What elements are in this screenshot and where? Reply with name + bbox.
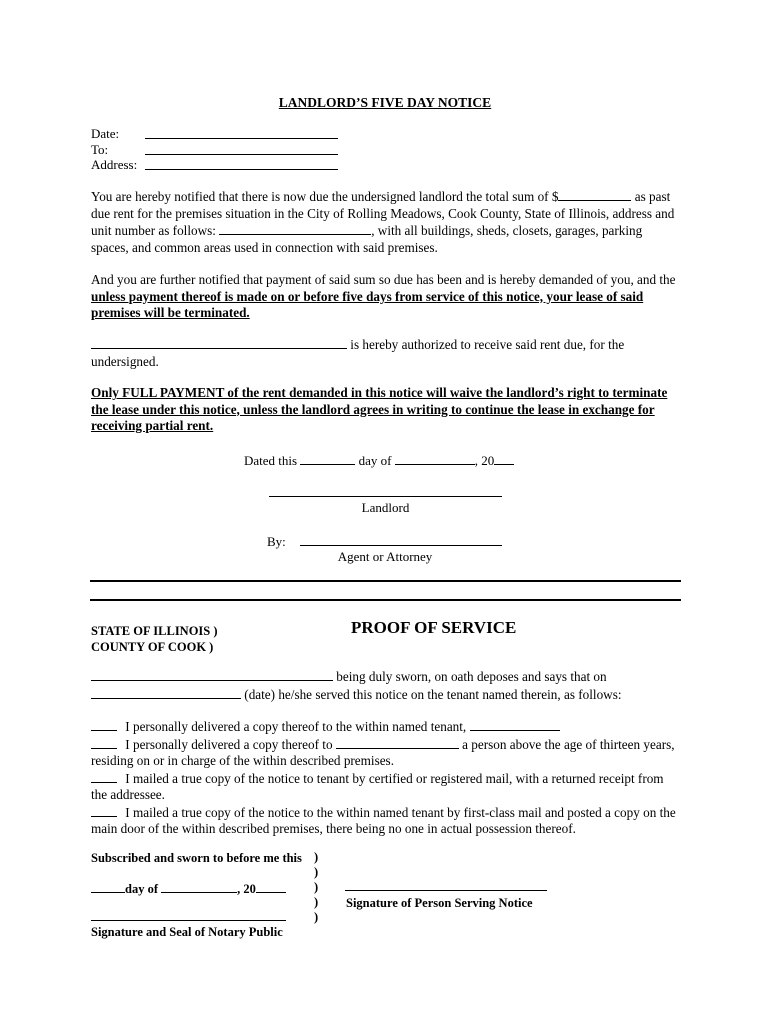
- agent-signature-line[interactable]: [300, 533, 502, 546]
- notice-paragraph-authorized: [91, 336, 681, 370]
- notary-day-text-2: , 20: [237, 882, 256, 896]
- notice-paragraph-amount: [91, 188, 681, 256]
- service-item-1-checkline[interactable]: [91, 718, 117, 731]
- service-item-3-text: I mailed a true copy of the notice to tenant by certified or registered mail, with a returned receipt from the addressee.: [91, 770, 664, 802]
- server-signature-line[interactable]: [345, 878, 547, 891]
- subscribed-text: Subscribed and sworn to before me this: [91, 851, 302, 865]
- paren-4: ): [314, 895, 319, 909]
- service-item-4: [91, 804, 681, 838]
- service-item-1: [91, 718, 681, 736]
- sworn-text-1: being duly sworn, on oath deposes and says that on: [333, 669, 607, 684]
- dated-month-field[interactable]: [395, 452, 475, 465]
- amount-field[interactable]: [558, 188, 631, 201]
- notary-month-field[interactable]: [161, 880, 237, 893]
- to-label: To:: [91, 142, 109, 157]
- server-name-field[interactable]: [91, 668, 333, 681]
- service-item-3: [91, 770, 681, 804]
- dated-year-field[interactable]: [494, 452, 514, 465]
- para1-text-1: You are hereby notified that there is now due the undersigned landlord the total sum of $: [91, 189, 559, 204]
- by-label: By:: [267, 534, 286, 549]
- notary-date-line: [91, 880, 286, 897]
- divider-rule-bottom: [90, 599, 681, 601]
- state-line: STATE OF ILLINOIS ): [91, 624, 218, 638]
- para1-text-2: as past due rent for the premises situation in the City of Rolling Meadows, Cook County, State of Illinois, address and unit number as follows:: [91, 189, 675, 238]
- termination-warning: unless payment thereof is made on or before five days from service of this notice, your lease of said premises will be terminated.: [91, 288, 644, 320]
- paren-5: ): [314, 910, 319, 924]
- tenant-name-field[interactable]: [470, 718, 560, 731]
- agent-label: Agent or Attorney: [337, 549, 433, 564]
- unit-address-field[interactable]: [219, 222, 371, 235]
- notary-signature-line[interactable]: [91, 908, 286, 921]
- date-label: Date:: [91, 126, 120, 141]
- authorized-person-field[interactable]: [91, 336, 347, 349]
- notary-day-field[interactable]: [91, 880, 125, 893]
- service-item-2: [91, 736, 681, 770]
- dated-text-2: day of: [355, 453, 395, 468]
- proof-of-service-title: PROOF OF SERVICE: [351, 618, 517, 637]
- notary-year-field[interactable]: [256, 880, 286, 893]
- notary-day-text-1: day of: [125, 882, 162, 896]
- service-item-2-text-1: I personally delivered a copy thereof to: [122, 736, 336, 752]
- full-payment-notice: Only FULL PAYMENT of the rent demanded in this notice will waive the landlord’s right to terminate the lease under this notice, unless the landlord agrees in writing to continue the lease in exchange for receiving partial rent.: [91, 385, 668, 433]
- sworn-statement: [91, 668, 681, 703]
- notary-signature-label: Signature and Seal of Notary Public: [91, 925, 283, 939]
- notice-paragraph-demand: [91, 272, 681, 322]
- county-line: COUNTY OF COOK ): [91, 640, 214, 654]
- paren-1: ): [314, 850, 319, 864]
- server-signature-label: Signature of Person Serving Notice: [346, 896, 533, 910]
- to-field[interactable]: [145, 142, 338, 155]
- service-item-4-checkline[interactable]: [91, 804, 117, 817]
- service-item-2-checkline[interactable]: [91, 736, 117, 749]
- paren-3: ): [314, 880, 319, 894]
- divider-rule-top: [90, 580, 681, 582]
- document-title: LANDLORD’S FIVE DAY NOTICE: [278, 95, 492, 110]
- para1-text-3: , with all buildings, sheds, closets, garages, parking spaces, and common areas used in connection with said premises.: [91, 223, 643, 255]
- para3-text: is hereby authorized to receive said rent due, for the undersigned.: [91, 337, 625, 369]
- service-methods: [91, 718, 681, 838]
- dated-line: [244, 452, 514, 469]
- service-item-1-text: I personally delivered a copy thereof to the within named tenant,: [122, 719, 470, 734]
- service-date-field[interactable]: [91, 686, 241, 699]
- para2-text-1: And you are further notified that payment of said sum so due has been and is hereby demanded of you, and the: [91, 272, 676, 287]
- address-field[interactable]: [145, 157, 338, 170]
- sworn-text-2: (date) he/she served this notice on the tenant named therein, as follows:: [241, 686, 622, 702]
- dated-text-1: Dated this: [244, 453, 301, 468]
- dated-day-field[interactable]: [300, 452, 355, 465]
- landlord-signature-line[interactable]: [269, 484, 502, 497]
- landlord-label: Landlord: [361, 500, 410, 515]
- service-item-2-text-2: a person above the age of thirteen years, residing on or in charge of the within described premises.: [91, 736, 675, 768]
- recipient-name-field[interactable]: [336, 736, 459, 749]
- date-field[interactable]: [145, 126, 338, 139]
- paren-2: ): [314, 865, 319, 879]
- address-label: Address:: [91, 157, 138, 172]
- service-item-4-text: I mailed a true copy of the notice to the within named tenant by first-class mail and posted a copy on the main door of the within described premises, there being no one in actual possession thereof.: [91, 804, 676, 836]
- dated-text-3: , 20: [474, 453, 495, 468]
- service-item-3-checkline[interactable]: [91, 770, 117, 783]
